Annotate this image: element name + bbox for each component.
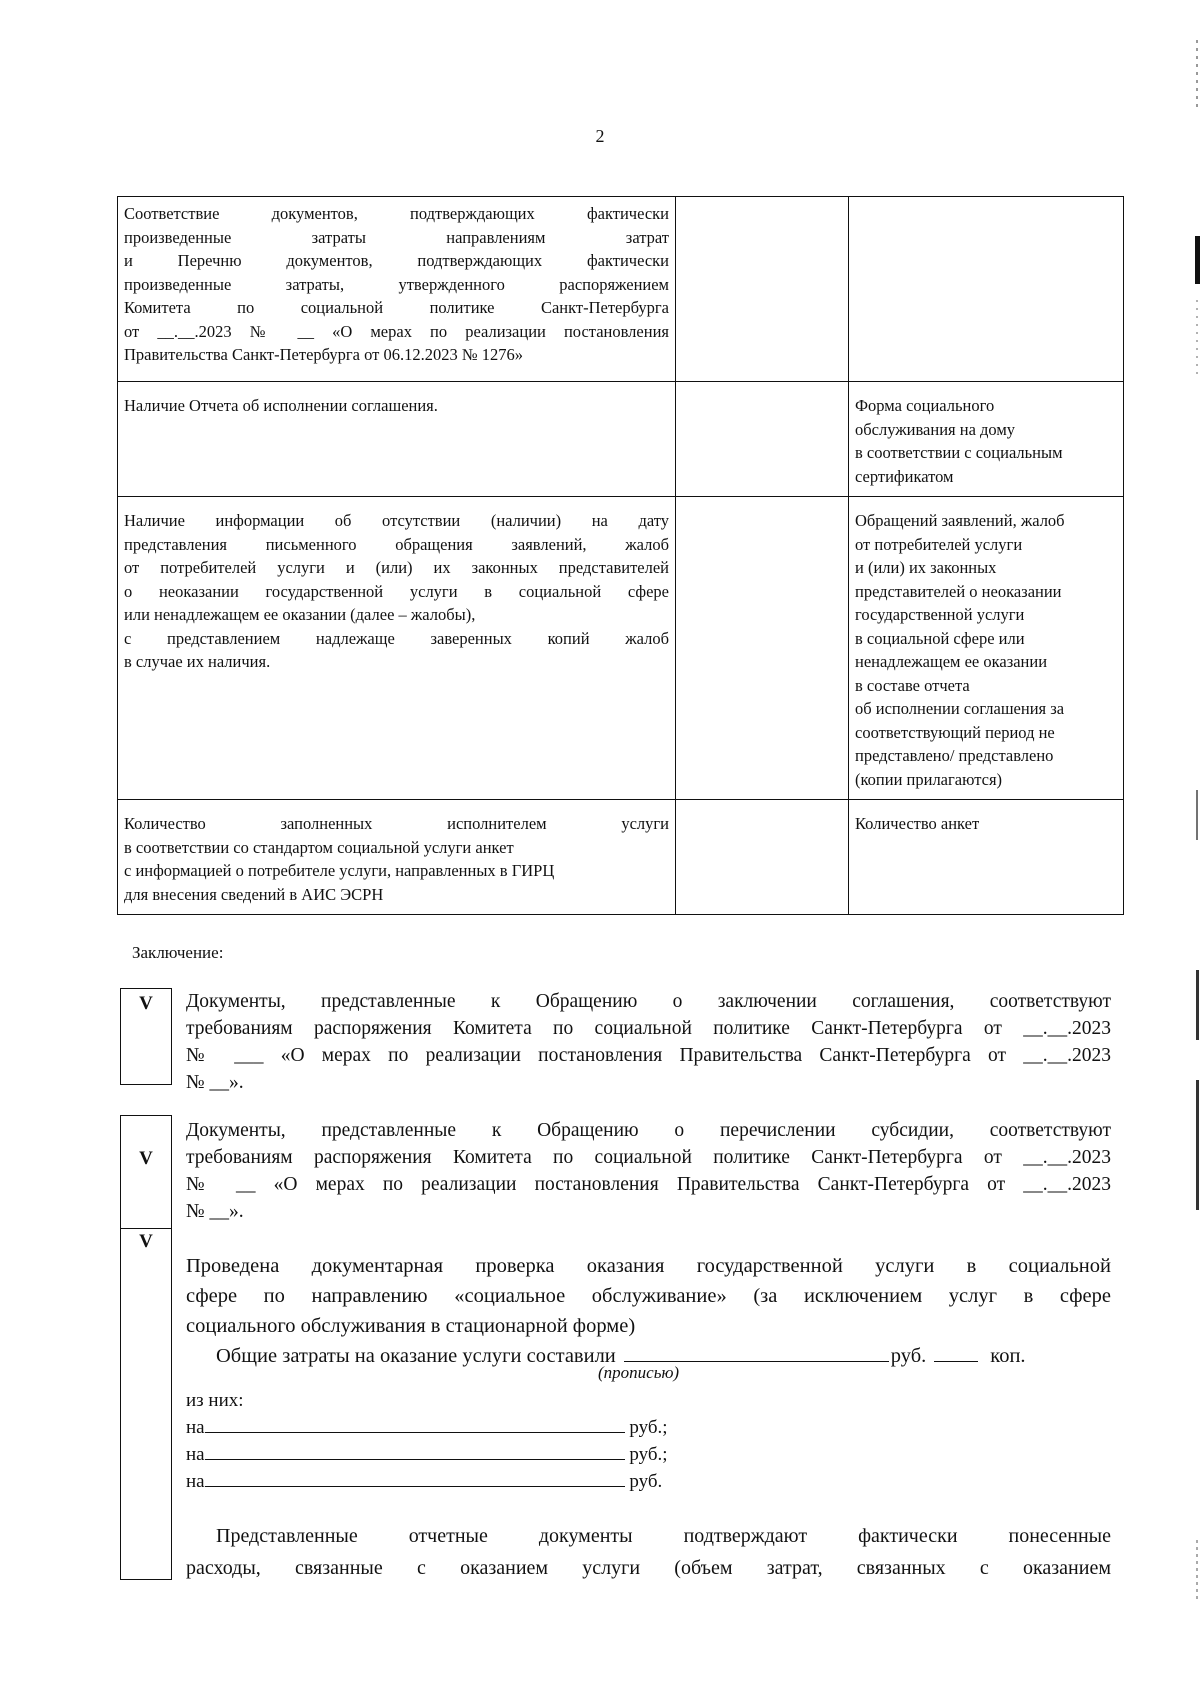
cost-line <box>186 1414 1111 1441</box>
text-line: или ненадлежащем ее оказании (далее – жалобы), <box>124 605 476 624</box>
text-line: Количество заполненных исполнителем услуги <box>124 814 669 833</box>
text-line: представителей о неоказании <box>855 581 1062 601</box>
text-line: от потребителей услуги и (или) их законных представителей <box>124 558 669 577</box>
text-line: и Перечню документов, подтверждающих фактически <box>124 251 669 270</box>
cost-line <box>186 1441 1111 1468</box>
note-cell <box>849 382 1124 497</box>
text-line: представления письменного обращения заявлений, жалоб <box>124 534 669 554</box>
total-costs-amount-field[interactable] <box>624 1343 889 1362</box>
note-cell <box>849 497 1124 800</box>
page-number: 2 <box>595 126 605 146</box>
criterion-cell <box>118 197 676 382</box>
cost-line-field[interactable] <box>205 1468 625 1487</box>
text-line: для внесения сведений в АИС ЭСРН <box>124 884 384 904</box>
table-row <box>118 800 1124 915</box>
text-line: Представленные отчетные документы подтверждают фактически понесенные <box>216 1525 1111 1547</box>
text-line: сфере по направлению «социальное обслуживание» (за исключением услуг в сфере <box>186 1285 1111 1307</box>
checkbox-subsidy[interactable] <box>120 1115 172 1229</box>
text-line: Форма социального <box>855 396 995 415</box>
result-cell <box>676 197 849 382</box>
text-line: от __.__.2023 № __ «О мерах по реализации постановления <box>124 321 669 341</box>
na-label: на <box>186 1444 205 1465</box>
text-line: социального обслуживания в стационарной форме) <box>186 1315 636 1337</box>
cost-line-field[interactable] <box>205 1414 625 1433</box>
conclusion-subsidy-text <box>186 1117 1111 1225</box>
text-line: с информацией о потребителе услуги, направленных в ГИРЦ <box>124 861 555 880</box>
conclusion-agreement-text <box>186 988 1111 1096</box>
text-line: № __». <box>186 1201 244 1222</box>
text-line: об исполнении соглашения за <box>855 699 1065 718</box>
text-line: Количество анкет <box>855 814 980 833</box>
text-line: Документы, представленные к Обращению о заключении соглашения, соответствуют <box>186 991 1111 1012</box>
checkbox-agreement[interactable] <box>120 988 172 1085</box>
text-line: и (или) их законных <box>855 558 997 577</box>
text-line: требованиям распоряжения Комитета по социальной политике Санкт-Петербурга от __.__.2023 <box>186 1018 1111 1039</box>
text-line: государственной услуги <box>855 605 1025 624</box>
criterion-cell <box>118 382 676 497</box>
rub-label: руб.; <box>629 1444 668 1465</box>
criterion-cell <box>118 497 676 800</box>
na-label: на <box>186 1471 205 1492</box>
text-line: в соответствии со стандартом социальной услуги анкет <box>124 837 514 857</box>
in-words-note: (прописью) <box>598 1363 680 1382</box>
table-row <box>118 497 1124 800</box>
scan-edge-artifact <box>1194 0 1200 1696</box>
cost-line-field[interactable] <box>205 1441 625 1460</box>
text-line: произведенные затраты, утвержденного распоряжением <box>124 274 669 294</box>
kop-label: коп. <box>990 1345 1026 1367</box>
checkbox-inspection[interactable] <box>120 1228 172 1580</box>
text-line: соответствующий период не <box>855 722 1055 742</box>
text-line: Комитета по социальной политике Санкт-Петербурга <box>124 298 669 317</box>
check-mark-icon: V <box>139 1148 153 1169</box>
conclusion-final-text <box>186 1520 1111 1584</box>
text-line: в составе отчета <box>855 675 970 695</box>
total-costs-label: Общие затраты на оказание услуги составили <box>216 1345 616 1367</box>
kopeck-field[interactable] <box>934 1343 978 1362</box>
text-line: Документы, представленные к Обращению о перечислении субсидии, соответствуют <box>186 1120 1111 1141</box>
table-row <box>118 197 1124 382</box>
rub-label: руб. <box>890 1345 927 1367</box>
text-line: расходы, связанные с оказанием услуги (объем затрат, связанных с оказанием <box>186 1557 1111 1579</box>
result-cell <box>676 497 849 800</box>
text-line: Соответствие документов, подтверждающих фактически <box>124 204 669 223</box>
text-line: Наличие информации об отсутствии (наличии) на дату <box>124 511 669 530</box>
criterion-cell <box>118 800 676 915</box>
text-line: представлено/ представлено <box>855 746 1054 765</box>
text-line: № ___ «О мерах по реализации постановления Правительства Санкт-Петербурга от __.__.2023 <box>186 1045 1111 1066</box>
na-label: на <box>186 1417 205 1438</box>
note-cell <box>849 197 1124 382</box>
result-cell <box>676 382 849 497</box>
text-line: Проведена документарная проверка оказания государственной услуги в социальной <box>186 1255 1111 1277</box>
text-line: обслуживания на дому <box>855 419 1016 439</box>
of-them-label: из них: <box>186 1390 244 1411</box>
rub-label: руб.; <box>629 1417 668 1438</box>
text-line: с представлением надлежаще заверенных копий жалоб <box>124 628 669 648</box>
text-line: № __». <box>186 1072 244 1093</box>
text-line: от потребителей услуги <box>855 534 1023 554</box>
text-line: в социальной сфере или <box>855 628 1025 648</box>
note-cell <box>849 800 1124 915</box>
text-line: требованиям распоряжения Комитета по социальной политике Санкт-Петербурга от __.__.2023 <box>186 1147 1111 1168</box>
text-line: в случае их наличия. <box>124 652 271 671</box>
table-row <box>118 382 1124 497</box>
result-cell <box>676 800 849 915</box>
conclusion-label: Заключение: <box>132 943 224 962</box>
text-line: Наличие Отчета об исполнении соглашения. <box>124 396 438 415</box>
text-line: о неоказании государственной услуги в социальной сфере <box>124 581 669 601</box>
text-line: ненадлежащем ее оказании <box>855 652 1048 671</box>
cost-line <box>186 1468 1111 1495</box>
text-line: в соответствии с социальным <box>855 443 1063 462</box>
text-line: Обращений заявлений, жалоб <box>855 511 1065 530</box>
text-line: Правительства Санкт-Петербурга от 06.12.2023 № 1276» <box>124 345 523 364</box>
text-line: сертификатом <box>855 466 954 486</box>
verification-table <box>117 196 1124 915</box>
rub-label: руб. <box>629 1471 663 1492</box>
scan-edge-lines <box>1194 0 1200 1696</box>
check-mark-icon: V <box>139 993 153 1014</box>
conclusion-inspection-text <box>186 1251 1111 1371</box>
check-mark-icon: V <box>139 1231 153 1252</box>
text-line: произведенные затраты направлениям затрат <box>124 227 669 247</box>
text-line: № __ «О мерах по реализации постановления Правительства Санкт-Петербурга от __.__.2023 <box>186 1174 1111 1195</box>
text-line: (копии прилагаются) <box>855 769 1003 789</box>
cost-breakdown <box>186 1388 1111 1495</box>
